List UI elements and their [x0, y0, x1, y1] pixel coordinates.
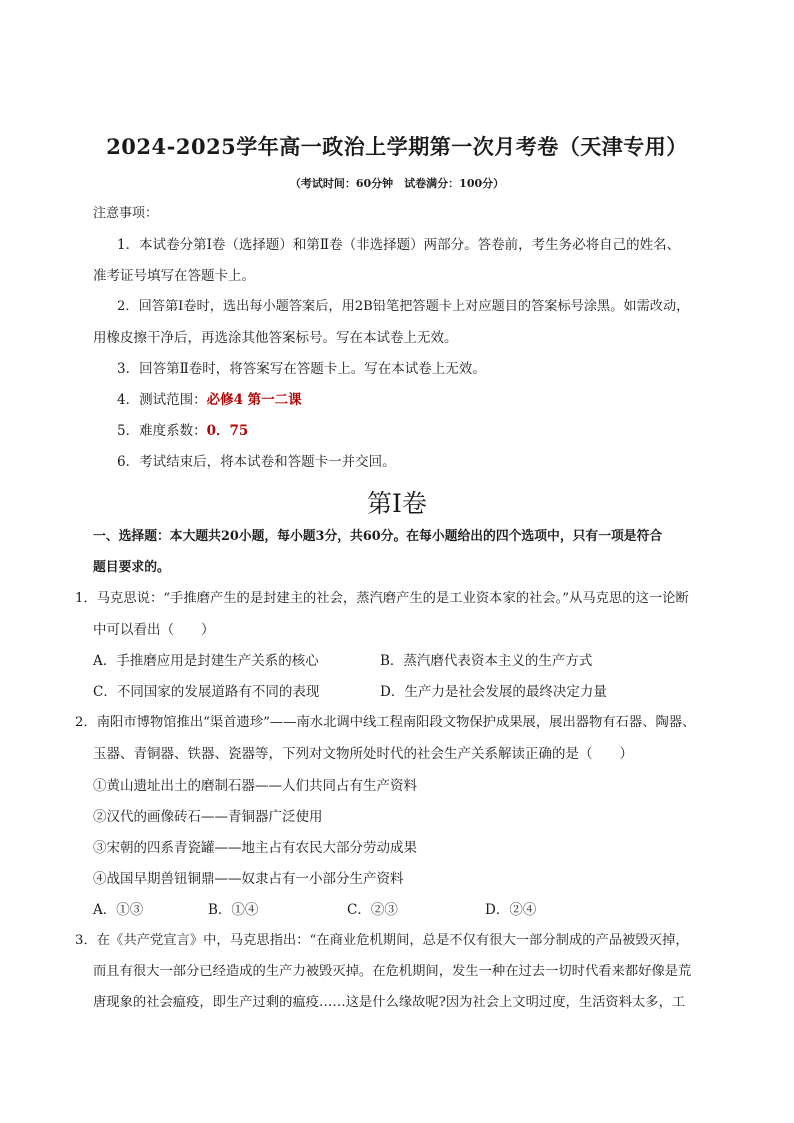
question-2-statement-2: ②汉代的画像砖石——青铜器广泛使用 — [93, 809, 323, 825]
question-1-option-d[interactable]: D．生产力是社会发展的最终决定力量 — [380, 684, 607, 700]
question-2-option-d[interactable]: D．②④ — [485, 902, 537, 918]
difficulty-value: 0．75 — [206, 423, 249, 439]
section-instruction-b: 题目要求的。 — [93, 560, 170, 575]
question-2-statement-3: ③宋朝的四系青瓷罐——地主占有农民大部分劳动成果 — [93, 840, 417, 856]
notice-item-4 — [117, 390, 302, 410]
exam-subtitle: （考试时间：60分钟 试卷满分：100分） — [289, 177, 505, 190]
notice-item-2b: 用橡皮擦干净后，再选涂其他答案标号。写在本试卷上无效。 — [93, 330, 458, 346]
notice-item-5 — [117, 421, 248, 441]
notice-item-1b: 准考证号填写在答题卡上。 — [93, 268, 255, 284]
section-title: 第Ⅰ卷 — [367, 489, 427, 518]
notice-item-2a: 2．回答第Ⅰ卷时，选出每小题答案后，用2B铅笔把答题卡上对应题目的答案标号涂黑。如需改动， — [117, 299, 690, 314]
question-2-option-a[interactable]: A．①③ — [93, 902, 144, 918]
question-1-option-a[interactable]: A．手推磨应用是封建生产关系的核心 — [93, 653, 319, 669]
question-1-option-b[interactable]: B．蒸汽磨代表资本主义的生产方式 — [380, 653, 593, 669]
question-2-stem-a: 2．南阳市博物馆推出“渠首遗珍”——南水北调中线工程南阳段文物保护成果展，展出器物有石器、陶器、 — [75, 715, 696, 730]
exam-title: 2024-2025学年高一政治上学期第一次月考卷（天津专用） — [106, 134, 688, 159]
section-instruction-a: 一、选择题：本大题共20小题，每小题3分，共60分。在每小题给出的四个选项中，只有一项是符合 — [93, 529, 663, 544]
question-2-option-c[interactable]: C．②③ — [347, 902, 398, 918]
notice-item-3: 3．回答第Ⅱ卷时，将答案写在答题卡上。写在本试卷上无效。 — [117, 361, 486, 377]
notice-item-6: 6．考试结束后，将本试卷和答题卡一并交回。 — [117, 454, 396, 470]
question-3-stem-c: 唐现象的社会瘟疫，即生产过剩的瘟疫……这是什么缘故呢?因为社会上文明过度，生活资料太多，工 — [93, 995, 686, 1010]
question-1-option-c[interactable]: C．不同国家的发展道路有不同的表现 — [93, 684, 320, 700]
question-3-stem-b: 而且有很大一部分已经造成的生产力被毁灭掉。在危机期间，发生一种在过去一切时代看来都好像是荒 — [93, 964, 692, 979]
question-2-option-b[interactable]: B．①④ — [208, 902, 259, 918]
notice-heading: 注意事项： — [93, 206, 159, 221]
question-1-stem-a: 1．马克思说：“手推磨产生的是封建主的社会，蒸汽磨产生的是工业资本家的社会。”从马克思的这一论断 — [75, 591, 689, 606]
notice-item-4-label: 4．测试范围： — [117, 392, 207, 408]
question-1-stem-b: 中可以看出（ ） — [93, 622, 215, 638]
notice-item-1a: 1．本试卷分第Ⅰ卷（选择题）和第Ⅱ卷（非选择题）两部分。答卷前，考生务必将自己的姓名、 — [117, 237, 681, 253]
notice-item-5-label: 5．难度系数： — [117, 423, 207, 439]
question-3-stem-a: 3．在《共产党宣言》中，马克思指出：“在商业危机期间，总是不仅有很大一部分制成的产品被毁灭掉， — [75, 933, 689, 948]
test-scope-value: 必修4 第一二课 — [206, 392, 302, 408]
question-2-stem-b: 玉器、青铜器、铁器、瓷器等，下列对文物所处时代的社会生产关系解读正确的是（ ） — [93, 746, 633, 762]
question-2-statement-1: ①黄山遗址出土的磨制石器——人们共同占有生产资料 — [93, 778, 417, 794]
question-2-statement-4: ④战国早期兽钮铜鼎——奴隶占有一小部分生产资料 — [93, 871, 404, 887]
